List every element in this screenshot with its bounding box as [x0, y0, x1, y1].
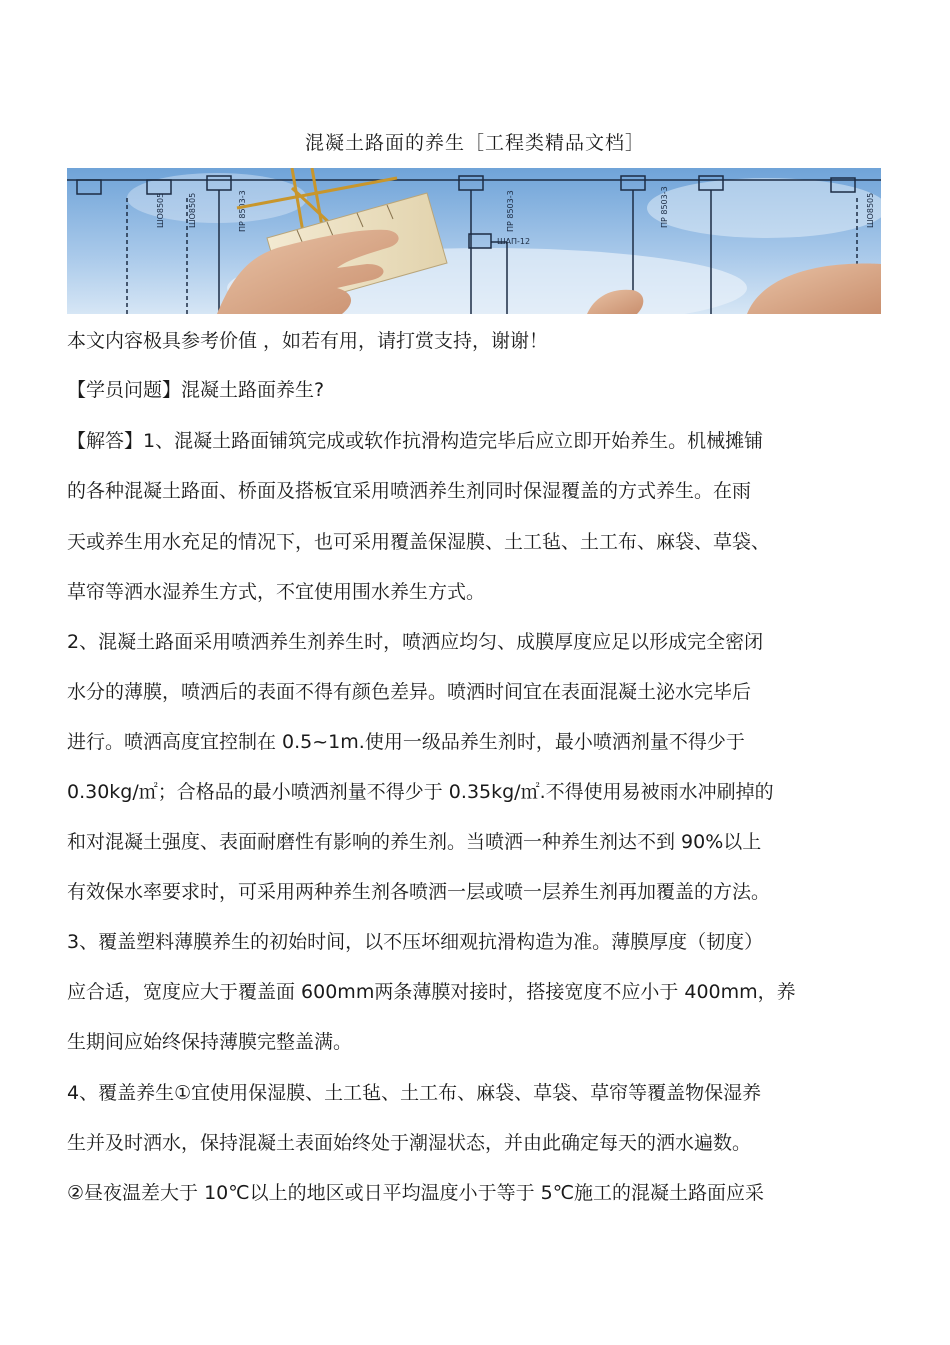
schematic-label: ШО8505	[156, 192, 165, 228]
body-line: 进行。喷洒高度宜控制在 0.5~1m.使用一级品养生剂时，最小喷洒剂量不得少于	[67, 731, 745, 753]
intro-line: 本文内容极具参考价值 ，如若有用，请打赏支持，谢谢！	[67, 330, 549, 352]
body-line: 2、混凝土路面采用喷洒养生剂养生时，喷洒应均匀、成膜厚度应足以形成完全密闭	[67, 631, 764, 653]
body-line: 4、覆盖养生①宜使用保湿膜、土工毡、土工布、麻袋、草袋、草帘等覆盖物保湿养	[67, 1082, 762, 1104]
schematic-label: ПР 8503-3	[238, 190, 247, 232]
schematic-label: ШАП-12	[497, 237, 531, 246]
body-line: 3、覆盖塑料薄膜养生的初始时间，以不压坏细观抗滑构造为准。薄膜厚度（韧度）	[67, 931, 764, 953]
body-line: 有效保水率要求时，可采用两种养生剂各喷洒一层或喷一层养生剂再加覆盖的方法。	[67, 881, 771, 903]
body-line: 草帘等洒水湿养生方式，不宜使用围水养生方式。	[67, 581, 486, 603]
banner-image	[67, 168, 881, 314]
body-line: 和对混凝土强度、表面耐磨性有影响的养生剂。当喷洒一种养生剂达不到 90%以上	[67, 831, 762, 853]
body-line: 生并及时洒水，保持混凝土表面始终处于潮湿状态，并由此确定每天的洒水遍数。	[67, 1132, 752, 1154]
question-line: 【学员问题】混凝土路面养生?	[67, 379, 325, 401]
schematic-label: ШО8505	[866, 192, 875, 228]
page-title: 混凝土路面的养生［工程类精品文档］	[304, 132, 645, 154]
body-line: 水分的薄膜，喷洒后的表面不得有颜色差异。喷洒时间宜在表面混凝土泌水完毕后	[67, 681, 752, 703]
body-line: 生期间应始终保持薄膜完整盖满。	[67, 1031, 353, 1053]
body-line: 天或养生用水充足的情况下，也可采用覆盖保湿膜、土工毡、土工布、麻袋、草袋、	[67, 531, 771, 553]
body-line: 的各种混凝土路面、桥面及搭板宜采用喷洒养生剂同时保湿覆盖的方式养生。在雨	[67, 480, 752, 502]
body-line: 应合适，宽度应大于覆盖面 600mm两条薄膜对接时，搭接宽度不应小于 400mm，养	[67, 981, 796, 1003]
body-line: 【解答】1、混凝土路面铺筑完成或软作抗滑构造完毕后应立即开始养生。机械摊铺	[67, 430, 764, 452]
schematic-label: ПР 8503-3	[660, 186, 669, 228]
body-line: ②昼夜温差大于 10℃以上的地区或日平均温度小于等于 5℃施工的混凝土路面应采	[67, 1182, 765, 1204]
schematic-label: ШО8505	[188, 192, 197, 228]
body-line: 0.30kg/㎡；合格品的最小喷洒剂量不得少于 0.35kg/㎡.不得使用易被雨水冲刷掉的	[67, 781, 774, 803]
schematic-label: ПР 8503-3	[506, 190, 515, 232]
construction-blueprint-image	[67, 168, 881, 314]
